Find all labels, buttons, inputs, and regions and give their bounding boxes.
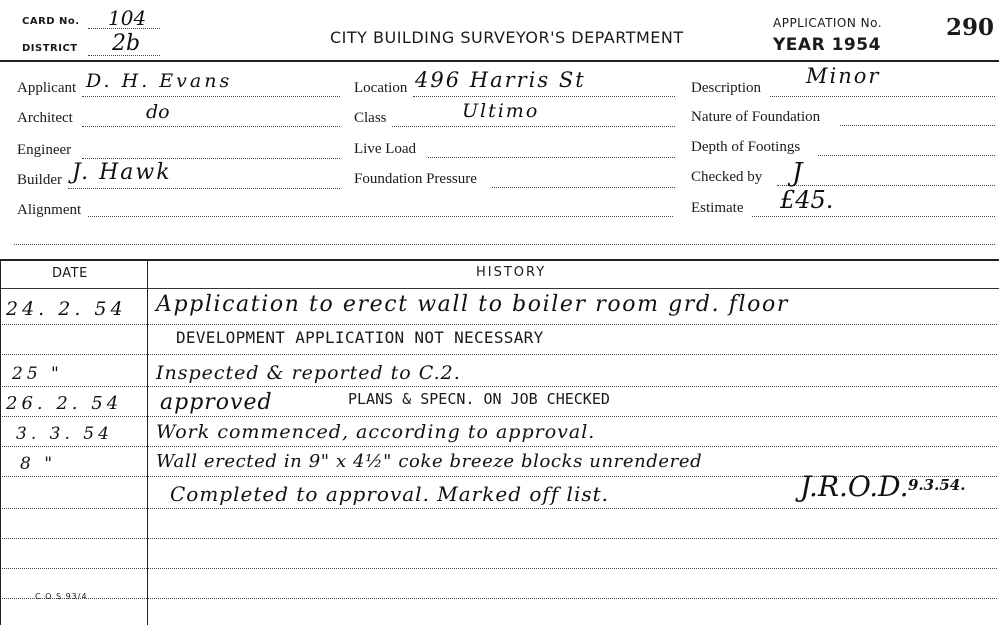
row-line <box>2 416 997 417</box>
header-divider <box>0 60 999 62</box>
row-line <box>2 354 997 355</box>
row-line <box>2 324 997 325</box>
header-row-rule <box>0 288 999 289</box>
architect-value: do <box>146 101 170 123</box>
card-no-label: CARD No. <box>22 16 80 27</box>
row-line <box>2 386 997 387</box>
left-border <box>0 261 1 625</box>
year-label: YEAR 1954 <box>773 35 881 55</box>
checked-by-label: Checked by <box>691 169 763 185</box>
depth-footings-line <box>818 155 995 156</box>
architect-label: Architect <box>17 110 73 126</box>
alignment-line <box>88 216 673 217</box>
builder-value: J. Hawk <box>72 160 172 185</box>
row-line <box>2 568 997 569</box>
card-no-value: 104 <box>108 6 147 30</box>
history-row-date: 3. 3. 54 <box>16 424 113 444</box>
history-row-text: Application to erect wall to boiler room grd. floor <box>156 292 789 317</box>
applicant-value: D. H. Evans <box>86 70 233 92</box>
checked-by-value: J <box>792 158 803 188</box>
date-header: DATE <box>52 266 88 281</box>
depth-footings-label: Depth of Footings <box>691 139 801 155</box>
architect-line <box>82 126 340 127</box>
nature-foundation-label: Nature of Foundation <box>691 109 821 125</box>
foundation-pressure-line <box>492 187 675 188</box>
applicant-label: Applicant <box>17 80 77 96</box>
history-top-rule <box>0 259 999 261</box>
row-line <box>2 446 997 447</box>
class-label: Class <box>354 110 387 126</box>
history-row-date: 25 " <box>12 364 63 384</box>
history-row-text: Work commenced, according to approval. <box>156 421 596 443</box>
row-line <box>2 598 997 599</box>
fields-bottom-line <box>14 244 995 245</box>
date-column-divider <box>147 261 148 625</box>
history-row-text: Wall erected in 9" x 4½" coke breeze blocks unrendered <box>156 451 703 472</box>
live-load-line <box>428 157 675 158</box>
signature-date: 9.3.54. <box>908 476 966 494</box>
engineer-label: Engineer <box>17 142 72 158</box>
location-line <box>413 96 675 97</box>
row-line <box>2 508 997 509</box>
estimate-value: £45. <box>780 186 834 214</box>
application-no-label: APPLICATION No. <box>773 16 883 30</box>
history-row-text: approved <box>160 390 273 415</box>
history-row-date: 24. 2. 54 <box>6 298 127 320</box>
department-title: CITY BUILDING SURVEYOR'S DEPARTMENT <box>330 28 684 47</box>
form-code: C O S 93/4 <box>35 592 88 601</box>
engineer-line <box>82 158 340 159</box>
history-row-text: Completed to approval. Marked off list. <box>170 482 610 506</box>
description-line <box>770 96 995 97</box>
history-row-text: Inspected & reported to C.2. <box>156 362 461 384</box>
foundation-pressure-label: Foundation Pressure <box>354 171 477 187</box>
live-load-label: Live Load <box>354 141 417 157</box>
applicant-line <box>82 96 340 97</box>
development-stamp: DEVELOPMENT APPLICATION NOT NECESSARY <box>176 328 544 347</box>
location-value: 496 Harris St <box>415 68 586 92</box>
application-no-value: 290 <box>946 14 995 41</box>
builder-label: Builder <box>17 172 62 188</box>
district-label: DISTRICT <box>22 43 78 54</box>
class-line <box>392 126 675 127</box>
class-value: Ultimo <box>462 100 540 122</box>
nature-foundation-line <box>840 125 995 126</box>
plans-checked-stamp: PLANS & SPECN. ON JOB CHECKED <box>348 390 610 408</box>
location-label: Location <box>354 80 408 96</box>
signature: J.R.O.D. <box>800 470 909 503</box>
estimate-line <box>752 216 995 217</box>
description-value: Minor <box>806 64 881 88</box>
estimate-label: Estimate <box>691 200 744 216</box>
description-label: Description <box>691 80 761 96</box>
alignment-label: Alignment <box>17 202 82 218</box>
history-row-date: 26. 2. 54 <box>6 393 123 414</box>
row-line <box>2 538 997 539</box>
history-row-date: 8 " <box>20 454 57 474</box>
district-value: 2b <box>112 31 141 56</box>
history-header: HISTORY <box>476 265 547 280</box>
builder-line <box>68 188 340 189</box>
